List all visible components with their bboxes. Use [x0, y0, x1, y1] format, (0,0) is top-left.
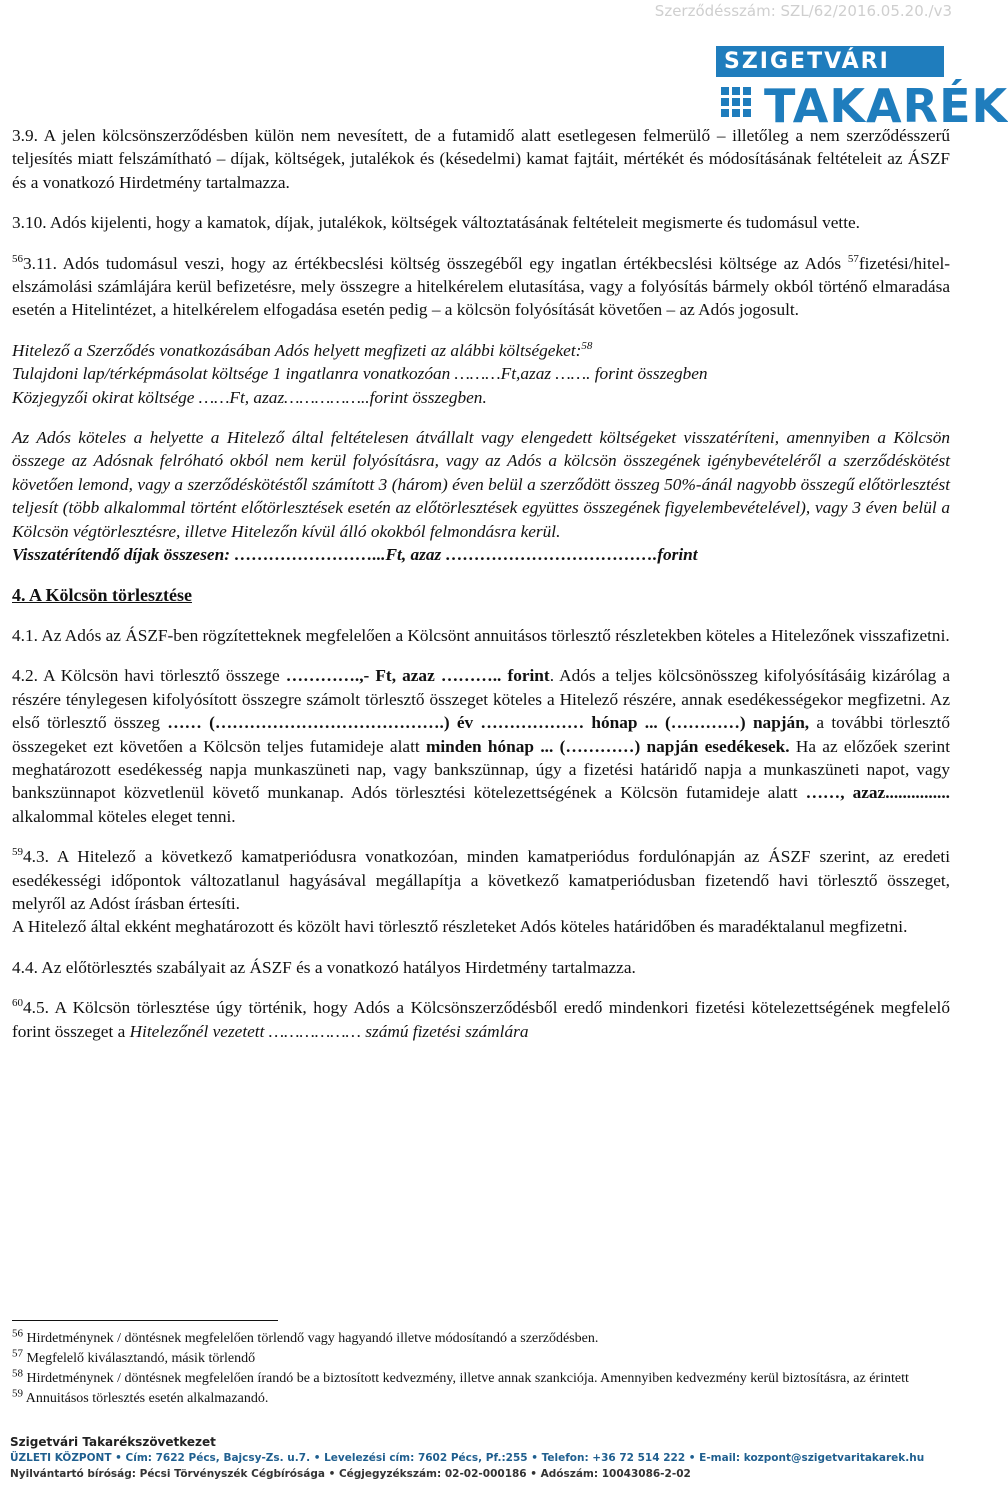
footnote-ref: 60: [12, 997, 23, 1010]
paragraph-3-10: 3.10. Adós kijelenti, hogy a kamatok, díjak, jutalékok, költségek változtatásának feltételeit megismerte és tudomásul vette.: [12, 213, 860, 233]
paragraph-4-3: $^{59}$4.3. A Hitelező a következő kamatperiódusra vonatkozóan, minden kamatperiódus fordulónapján az ÁSZF szerint, az eredeti esedékességi időpontok változatlanul hagyásával megállapítja a következő kamatperiódusban fizetendő havi törlesztő összeget, melyről az Adóst írásban értesíti.: [12, 846, 950, 913]
creditor-costs-intro: Hitelező a Szerződés vonatkozásában Adós helyett megfizeti az alábbi költségeket:$^{58}$: [12, 340, 593, 360]
logo-bottom-text: TAKARÉK: [764, 79, 1008, 133]
footnote-divider: [12, 1320, 278, 1321]
paragraph-3-11: $^{56}$3.11. Adós tudomásul veszi, hogy az értékbecslési költség összegéből egy ingatlan értékbecslési költsége az Adós $^{57}$fizetési/hitel-elszámolási számlájára kerül befizetésre, mely összegre a hitelkérelem elutasítása, vagy a folyósítás bármely okból történő elmaradása esetén a Hitelintézet, a hitelkérelem elfogadása esetén pedig – a kölcsön folyósítását követően – az Adós jogosult.: [12, 252, 951, 320]
footnotes: [12, 1329, 950, 1409]
page-footer: [10, 1434, 950, 1482]
contract-body: [12, 124, 950, 1043]
bank-logo: [716, 46, 1008, 133]
footnote-56: $^{56}$ Hirdetménynek / döntésnek megfelelően törlendő vagy hagyandó illetve módosítandó a szerződésben.: [12, 1327, 599, 1346]
footnote-59: $^{59}$ Annuitásos törlesztés esetén alkalmazandó.: [12, 1387, 269, 1406]
footer-org: Szigetvári Takarékszövetkezet: [10, 1435, 216, 1449]
footnote-ref: 57: [847, 252, 859, 265]
footnote-58: $^{58}$ Hirdetménynek / döntésnek megfelelően írandó be a biztosított kedvezmény, illetve annak szankciója. Amennyiben kedvezmény kerül biztosításra, az érintett: [12, 1367, 909, 1386]
footnote-ref: 59: [12, 846, 23, 859]
notary-cost: Közjegyzői okirat költsége ……Ft, azaz……………..forint összegben.: [12, 387, 487, 407]
footer-contact: ÜZLETI KÖZPONT • Cím: 7622 Pécs, Bajcsy-Zs. u.7. • Levelezési cím: 7602 Pécs, Pf.:255 • Telefon: +36 72 514 222 • E-mail: kozpont@szigetvaritakarek.hu: [10, 1452, 925, 1464]
footnote-ref: 56: [12, 252, 23, 265]
reimbursement-paragraph: Az Adós köteles a helyette a Hitelező által feltételesen átvállalt vagy elengedett költségeket visszatéríteni, amennyiben a Kölcsön összege az Adósnak felróható okból nem kerül folyósításra, vagy az Adós a kölcsön összegének igénybevételéről a szerződéskötést követően lemond, vagy a szerződéskötéstől számított 3 (három) éven belül a szerződött összeg 50%-ánál nagyobb összegű előtörlesztést teljesít (több alkalommal történt előtörlesztések esetén az előtörlesztések együttes összegének figyelembevételével), vagy 3 éven belül a Kölcsön végtörlesztésre, illetve Hitelezőn kívül álló okokból felmondásra kerül.: [12, 428, 950, 541]
paragraph-4-5: $^{60}$4.5. A Kölcsön törlesztése úgy történik, hogy Adós a Kölcsönszerződésből eredő mindenkori fizetési kötelezettségének megfelelő forint összeget a Hitelezőnél vezetett ……………… számú fizetési számlára: [12, 997, 950, 1041]
footnote-ref: 58: [581, 340, 593, 353]
footer-registry: Nyilvántartó bíróság: Pécsi Törvényszék Cégbírósága • Cégjegyzékszám: 02-02-000186 • Adószám: 10043086-2-02: [10, 1468, 691, 1480]
footnote-57: $^{57}$ Megfelelő kiválasztandó, másik törlendő: [12, 1347, 256, 1366]
logo-mark-icon: [718, 84, 758, 128]
land-registry-cost: Tulajdoni lap/térképmásolat költsége 1 ingatlanra vonatkozóan ………Ft,azaz ……. forint összegben: [12, 364, 708, 384]
section-4-title: 4. A Kölcsön törlesztése: [12, 584, 192, 605]
paragraph-4-2: 4.2. A Kölcsön havi törlesztő összege ………….,- Ft, azaz ……….. forint. Adós a teljes kölcsönösszeg kifolyósításáig kizárólag a részére ténylegesen kifolyósított összegre számolt törlesztő összeget köteles a Hitelező részére, annak esedékességekor megfizetni. Az első törlesztő összeg …… (………………………………….) év ……………… hónap ... (…………) napján, a további törlesztő összegeket ezt követően a Kölcsön teljes futamideje alatt minden hónap ... (…………) napján esedékesek. Ha az előzőek szerint meghatározott esedékesség napja munkaszüneti nap, vagy bankszünnap, úgy a fizetési határidő napja a munkaszüneti napot, vagy bankszünnapot közvetlenül követő munkanap. Adós törlesztési kötelezettségének a Kölcsön futamideje alatt ……, azaz............... alkalommal köteles eleget tenni.: [12, 666, 950, 826]
logo-top-text: SZIGETVÁRI: [716, 46, 944, 77]
contract-number: Szerződésszám: SZL/62/2016.05.20./v3: [654, 2, 952, 20]
paragraph-4-1: 4.1. Az Adós az ÁSZF-ben rögzítetteknek megfelelően a Kölcsönt annuitásos törlesztő részletekben köteles a Hitelezőnek visszafizetni.: [12, 625, 950, 645]
paragraph-3-9: 3.9. A jelen kölcsönszerződésben külön nem nevesített, de a futamidő alatt esetlegesen felmerülő – illetőleg a nem szerződésszerű teljesítés miatt felszámítható – díjak, költségek, jutalékok és (késedelmi) kamat fajtáit, mértékét és módosításának feltételeit az ÁSZF és a vonatkozó Hirdetmény tartalmazza.: [12, 126, 950, 192]
paragraph-4-4: 4.4. Az előtörlesztés szabályait az ÁSZF és a vonatkozó hatályos Hirdetmény tartalmazza.: [12, 957, 636, 977]
paragraph-4-3-b: A Hitelező által ekként meghatározott és közölt havi törlesztő részleteket Adós köteles határidőben és maradéktalanul megfizetni.: [12, 917, 908, 937]
reimbursement-total: Visszatérítendő díjak összesen: ……………………...Ft, azaz ……………………………….forint: [12, 545, 698, 565]
